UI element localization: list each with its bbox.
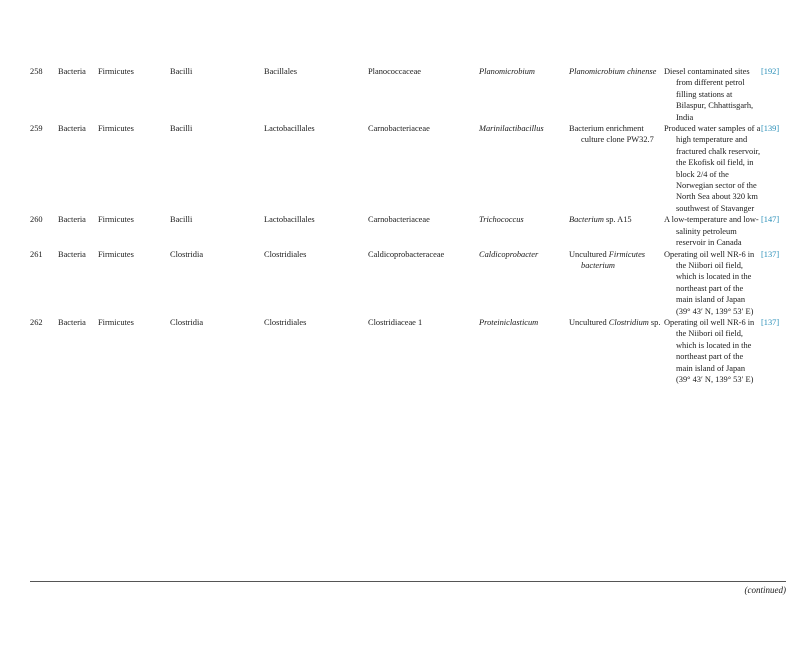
organism-plain: Uncultured (569, 249, 609, 259)
organism-plain: Uncultured (569, 317, 609, 327)
organism-cell (569, 317, 664, 385)
organism-cell (569, 214, 664, 248)
class-cell: Bacilli (170, 124, 193, 134)
organism-italic: Firmicutes bacterium (581, 249, 646, 270)
source-cell: Operating oil well NR-6 in the Niibori oil field, which is located in the northeast part of the main island of Japan (39° 43′ N, 139° 53′ E) (664, 317, 755, 384)
class-cell: Clostridia (170, 317, 204, 327)
table-row (30, 66, 800, 123)
phylum-cell: Firmicutes (98, 67, 134, 76)
phylum-cell: Firmicutes (98, 124, 134, 134)
genus-cell: Planomicrobium (479, 67, 535, 76)
order-cell: Clostridiales (264, 317, 307, 327)
order-cell: Clostridiales (264, 249, 307, 259)
table-bottom-rule (30, 581, 786, 582)
table-row (30, 249, 800, 317)
family-cell: Planococcaceae (368, 67, 422, 76)
reference-link[interactable]: [147] (761, 215, 780, 225)
row-number: 259 (30, 124, 43, 134)
order-cell: Lactobacillales (264, 215, 315, 225)
genus-cell: Marinilactibacillus (479, 124, 544, 134)
domain-cell: Bacteria (58, 67, 86, 76)
phylum-cell: Firmicutes (98, 249, 134, 259)
source-cell: Produced water samples of a high temperature and fractured chalk reservoir, the Ekofisk oil field, in block 2/4 of the Norwegian sector of the North Sea about 320 km southwest of Stavanger (664, 124, 761, 213)
phylum-cell: Firmicutes (98, 317, 134, 327)
family-cell: Carnobacteriaceae (368, 124, 430, 134)
continued-note: (continued) (744, 585, 786, 595)
reference-link[interactable]: [137] (761, 249, 780, 259)
domain-cell: Bacteria (58, 317, 86, 327)
source-cell: Operating oil well NR-6 in the Niibori oil field, which is located in the northeast part of the main island of Japan (39° 43′ N, 139° 53′ E) (664, 249, 755, 316)
phylum-cell: Firmicutes (98, 215, 134, 225)
table-row (30, 123, 800, 214)
organism-rest: sp. A15 (603, 215, 632, 225)
source-cell: A low-temperature and low-salinity petroleum reservoir in Canada (664, 215, 759, 248)
row-number: 260 (30, 215, 43, 225)
row-number: 258 (30, 67, 43, 76)
class-cell: Clostridia (170, 249, 204, 259)
class-cell: Bacilli (170, 215, 193, 225)
genus-cell: Trichococcus (479, 215, 524, 225)
domain-cell: Bacteria (58, 124, 86, 134)
table-row (30, 317, 800, 385)
organism-italic: Clostridium (608, 317, 649, 327)
organism-cell (569, 249, 664, 317)
reference-link[interactable]: [137] (761, 317, 780, 327)
family-cell: Caldicoprobacteraceae (368, 249, 445, 259)
genus-cell: Proteiniclasticum (479, 317, 539, 327)
organism-cell: Planomicrobium chinense (569, 67, 657, 76)
taxonomy-table (30, 66, 800, 385)
genus-cell: Caldicoprobacter (479, 249, 539, 259)
organism-rest: sp. (648, 317, 661, 327)
table-row (30, 214, 800, 248)
family-cell: Carnobacteriaceae (368, 215, 430, 225)
family-cell: Clostridiaceae 1 (368, 317, 423, 327)
reference-link[interactable]: [192] (761, 67, 780, 76)
organism-italic: Bacterium (569, 215, 604, 225)
row-number: 262 (30, 317, 43, 327)
domain-cell: Bacteria (58, 215, 86, 225)
organism-cell: Bacterium enrichment culture clone PW32.7 (569, 124, 654, 145)
reference-link[interactable]: [139] (761, 124, 780, 134)
order-cell: Lactobacillales (264, 124, 315, 134)
row-number: 261 (30, 249, 43, 259)
class-cell: Bacilli (170, 67, 193, 76)
order-cell: Bacillales (264, 67, 298, 76)
source-cell: Diesel contaminated sites from different petrol filling stations at Bilaspur, Chhattisgarh, India (664, 67, 754, 122)
domain-cell: Bacteria (58, 249, 86, 259)
